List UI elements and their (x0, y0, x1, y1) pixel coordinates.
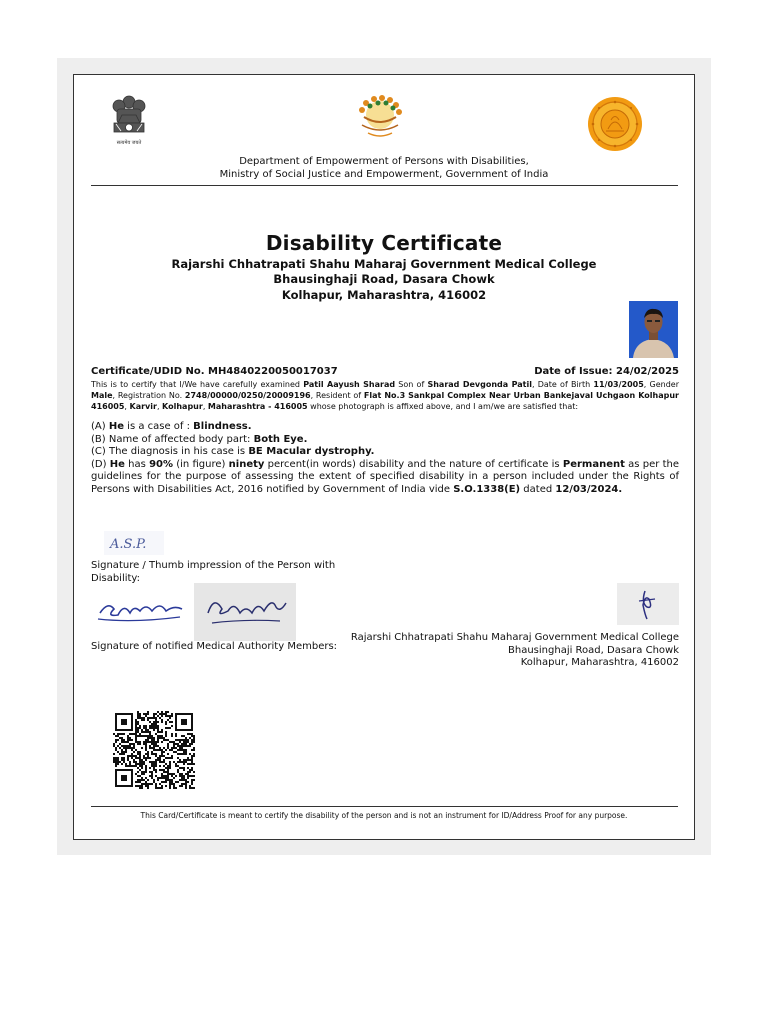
applicant-name: Patil Aayush Sharad (303, 380, 396, 389)
medical-authority-signature-2 (194, 583, 296, 641)
clause-b: (B) Name of affected body part: Both Eye. (91, 433, 308, 445)
department-line: Department of Empowerment of Persons with Disabilities, (239, 156, 529, 167)
authority-line: Rajarshi Chhatrapati Shahu Maharaj Government Medical College (350, 632, 679, 643)
gender: Male (91, 391, 113, 400)
certificate-number: Certificate/UDID No. MH4840220050017037 (91, 366, 338, 377)
affected-body-part: Both Eye. (253, 433, 308, 445)
certificate-nature: Permanent (562, 458, 625, 470)
state-seal-icon (584, 95, 646, 153)
authority-line: Kolhapur, Maharashtra, 416002 (520, 657, 679, 668)
notification-number: S.O.1338(E) (453, 483, 521, 495)
institution-address-line1: Bhausinghaji Road, Dasara Chowk (273, 272, 495, 286)
registration-number: 2748/00000/0250/20009196 (184, 391, 311, 400)
person-signature-label: Signature / Thumb impression of the Person with Disability: (91, 560, 336, 584)
svg-text:A.S.P.: A.S.P. (110, 537, 147, 552)
svg-text:सत्यमेव जयते: सत्यमेव जयते (116, 140, 142, 146)
notified-authority-label: Signature of notified Medical Authority Members: (91, 641, 338, 652)
authority-line: Bhausinghaji Road, Dasara Chowk (508, 644, 679, 656)
disability-clauses (91, 421, 679, 496)
campaign-logo-icon (350, 93, 410, 143)
medical-authority-signature-1 (94, 591, 186, 627)
applicant-photo (629, 301, 678, 358)
disability-percent: 90% (149, 458, 173, 470)
state: Maharashtra - 416005 (207, 402, 308, 411)
clause-a: (A) He is a case of : Blindness. (91, 421, 252, 432)
clause-c: (C) The diagnosis in his case is BE Macular dystrophy. (91, 446, 375, 457)
footer-note: This Card/Certificate is meant to certify the disability of the person and is not an instrument for ID/Address Proof for any purpose. (140, 811, 628, 820)
header-divider (91, 185, 678, 186)
department-header (74, 155, 694, 181)
national-emblem-icon (110, 93, 148, 153)
district: Kolhapur (162, 402, 203, 411)
taluka: Karvir (129, 402, 157, 411)
stamp-signature (617, 583, 679, 625)
institution-address-line2: Kolhapur, Maharashtra, 416002 (281, 288, 487, 302)
clause-d: (D) He has 90% (in figure) ninety percent(in words) disability and the nature of certificate is Permanent as per the guidelines for the purpose of assessing the extent of specified disability in a person included under the Rights of Persons with Disabilities Act, 2016 notified by Government of India vide S.O.1338(E) dated 12/03/2024. (91, 458, 679, 495)
certificate-title: Disability Certificate (265, 231, 503, 255)
resident-address: Flat No.3 Sankpal Complex Near Urban Bankejaval Uchgaon Kolhapur 416005 (91, 391, 679, 411)
date-of-birth: 11/03/2005 (593, 380, 644, 389)
certification-statement: This is to certify that I/We have carefully examined Patil Aayush Sharad Son of Sharad Devgonda Patil, Date of Birth 11/03/2005, Gender Male, Registration No. 2748/00000/0250/20009196, Resident of Flat No.3 Sankpal Complex Near Urban Bankejaval Uchgaon Kolhapur 416005, Karvir, Kolhapur, Maharashtra - 416005 whose photograph is affixed above, and I am/we are satisfied that: (91, 380, 679, 411)
father-name: Sharad Devgonda Patil (427, 380, 532, 389)
footer-divider (91, 806, 678, 807)
date-of-issue: Date of Issue: 24/02/2025 (534, 366, 679, 377)
institution-name: Rajarshi Chhatrapati Shahu Maharaj Government Medical College (171, 257, 597, 271)
ministry-line: Ministry of Social Justice and Empowerment, Government of India (219, 169, 549, 180)
authority-address (351, 632, 679, 670)
qr-code (113, 711, 195, 789)
disability-type: Blindness. (193, 421, 252, 432)
certificate-card (73, 74, 695, 840)
disability-percent-words: ninety (228, 458, 265, 470)
person-signature (104, 531, 164, 555)
diagnosis: BE Macular dystrophy. (248, 446, 375, 457)
notification-date: 12/03/2024. (555, 483, 623, 495)
